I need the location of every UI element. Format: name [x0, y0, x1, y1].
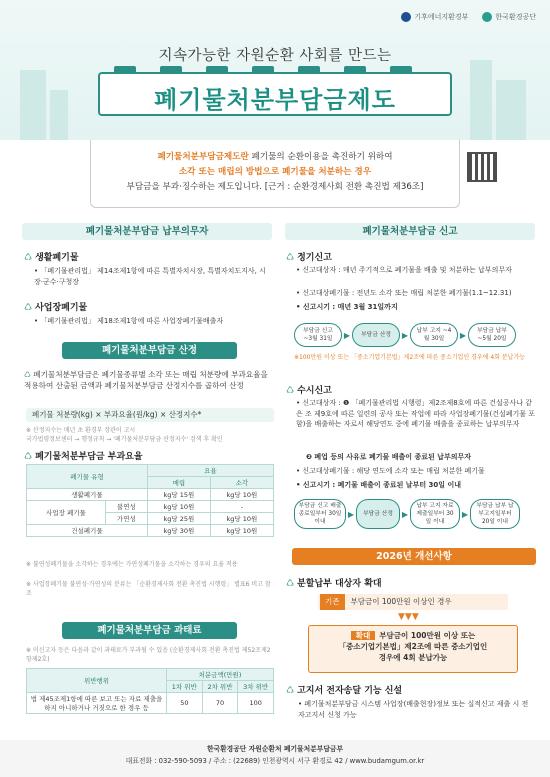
- calc-formula: 폐기물 처분량(kg) × 부과요율(원/kg) × 산정지수*: [26, 408, 274, 422]
- rate-note2: ※ 사업장폐기물 불연성·가연성의 분류는 「순환경제사회 전환 촉진법 시행령」 별표6 비고 참조: [26, 581, 271, 597]
- recycle-icon: ♺: [286, 253, 295, 263]
- fine-col-act: 위반행위: [27, 669, 167, 693]
- flow-step: 부담금 신고 ~3월 31일: [294, 323, 342, 347]
- flow-step: 납부 고지 ~4월 30일: [410, 323, 458, 347]
- flow-step: 부담금 신고 배출종료일부터 30일 이내: [294, 499, 346, 529]
- table-row: 가연성 kg당 25원 kg당 10원: [27, 513, 274, 525]
- regular-b3: • 신고시기 : 매년 3월 31일까지: [296, 303, 398, 311]
- arrow-right-icon: ▶: [343, 330, 351, 340]
- title-box: [98, 72, 452, 116]
- intro-box: [90, 140, 460, 208]
- recycle-icon: ♺: [24, 370, 34, 379]
- adhoc-b1: • 신고대상자 : ❶ 「폐기물관리법 시행령」제2조제8호에 따른 건설공사나 같은 조 제9호에 따른 일련의 공사 또는 작업에 따라 사업장폐기물(건설폐기물 포함)을 배출하는 자로서 해당연도 중에 폐기물 배출을 종료하는 납부의무자: [296, 399, 536, 428]
- intro-line2: 소각 또는 매립의 방법으로 폐기물을 처분하는 경우: [178, 167, 372, 177]
- recycle-icon: ♺: [24, 452, 33, 462]
- arrow-right-icon: ▶: [461, 509, 469, 519]
- rate-title: ♺ 폐기물처분부담금 부과요율: [24, 452, 143, 462]
- flow-step: 부담금 산정: [356, 499, 400, 529]
- after-text1: 부담금이 100만원 이상 또는: [379, 631, 476, 640]
- household-text: • 「폐기물관리법」 제14조제1항에 따른 특별자치시장, 특별자치도지사, 시장·군수·구청장: [34, 267, 266, 286]
- after-tag: 확대: [351, 631, 376, 640]
- after-text3: 경우에 4회 분납가능: [378, 653, 448, 662]
- after-text2: 「중소기업기본법」제2조에 따른 중소기업인: [338, 642, 488, 651]
- intro-line1: 폐기물의 순환이용을 촉진하기 위하여: [248, 152, 393, 162]
- adhoc-flow: [294, 499, 520, 529]
- fine-col-amount: 처분금액(만원): [167, 669, 274, 681]
- regular-flow: [294, 323, 516, 347]
- regular-b2: • 신고대상폐기물 : 전년도 소각 또는 매립 처분한 폐기물(1.1~12.31): [296, 289, 512, 297]
- flow-step: 부담금 산정: [352, 323, 400, 347]
- flow-step: 납부 고지 자료 제출일부터 30일 이내: [410, 499, 460, 529]
- chevron-down-icon: ▼▼▼: [398, 612, 419, 622]
- adhoc-title: ♺ 수시신고: [286, 386, 332, 396]
- recycle-icon: ♺: [286, 386, 295, 396]
- keco-name: 한국환경공단: [495, 13, 536, 21]
- before-text: 부담금이 100만원 이상인 경우: [350, 597, 452, 606]
- arrow-right-icon: ▶: [459, 330, 467, 340]
- ministry-emblem-icon: [401, 12, 411, 22]
- table-row: 법 제45조제1항에 따른 보고 또는 자료 제출을 하지 아니하거나 거짓으로 한 경우 등 50 70 100: [27, 693, 274, 714]
- flow-step: 부담금 납부 ~5월 20일: [468, 323, 516, 347]
- payer-header: 폐기물처분부담금 납부의무자: [22, 223, 272, 240]
- rate-table: [26, 464, 274, 537]
- recycle-icon: ♺: [286, 579, 295, 589]
- ministry-name: 기후에너지환경부: [414, 13, 469, 21]
- arrow-right-icon: ▶: [401, 330, 409, 340]
- fine-table: 위반행위 처분금액(만원) 1차 위반 2차 위반 3차 위반 법 제45조제1항에 따른 보고 또는 자료 제출을 하지 아니하거나 거짓으로 한 경우 등 50 70 100: [26, 668, 274, 714]
- arrow-right-icon: ▶: [347, 509, 355, 519]
- improve-header: 2026년 개선사항: [292, 548, 536, 565]
- adhoc-b2: ❷ 폐업 등의 사유로 폐기물 배출이 종료된 납부의무자: [306, 453, 471, 461]
- footer-contact: 대표전화 : 032-590-5093 / 주소 : (22689) 인천광역시 서구 환경로 42 / www.budamgum.or.kr: [125, 757, 425, 765]
- before-tag: 기존: [320, 594, 345, 610]
- household-title: ♺ 생활폐기물: [24, 253, 79, 263]
- arrow-right-icon: ▶: [401, 509, 409, 519]
- adhoc-b3: • 신고대상폐기물 : 해당 연도에 소각 또는 매립 처분한 폐기물: [296, 467, 485, 475]
- business-text: • 「폐기물관리법」 제18조제1항에 따른 사업장폐기물배출자: [34, 317, 224, 325]
- calc-header: 폐기물처분부담금 산정: [62, 342, 237, 359]
- intro-term: 폐기물처분부담금제도란: [157, 152, 249, 162]
- table-row: 생활폐기물 kg당 15원 kg당 10원: [27, 489, 274, 501]
- recycle-icon: ♺: [24, 303, 33, 313]
- calc-text: ♺ 폐기물처분부담금은 폐기물종류별 소각 또는 매립 처분량에 부과요율을 적용하여 산출된 금액과 폐기물처분부담금 산정지수를 곱하여 산정: [24, 370, 268, 390]
- report-header: 폐기물처분부담금 신고: [285, 223, 535, 240]
- after-box: [308, 625, 518, 673]
- online-title: ♺ 고지서 전자송달 기능 신설: [286, 686, 403, 696]
- flow-step: 부담금 납부 납부고지일부터 20일 이내: [470, 499, 520, 529]
- ministry-logo: [401, 12, 468, 22]
- regular-title: ♺ 정기신고: [286, 253, 332, 263]
- business-title: ♺ 사업장폐기물: [24, 303, 88, 313]
- rate-col-incin: 소각: [210, 477, 273, 489]
- adhoc-b4: • 신고시기 : 폐기물 배출이 종료된 날부터 30일 이내: [296, 481, 461, 489]
- fine-note: ※ 미신고자 등은 다음과 같이 과태료가 부과될 수 있음 (순환경제사회 전환 촉진법 제52조제2항제2호): [26, 647, 271, 663]
- page-title: 폐기물처분부담금제도: [154, 86, 396, 114]
- hero-banner: [0, 0, 550, 140]
- intro-line3: 부담금을 부과·징수하는 제도입니다. [근거 : 순환경제사회 전환 촉진법 제36조]: [126, 182, 424, 192]
- keco-logo: [482, 12, 536, 22]
- table-row: 건설폐기물 kg당 30원 kg당 10원: [27, 525, 274, 537]
- recycle-icon: ♺: [24, 253, 33, 263]
- hero-subtitle: 지속가능한 자원순환 사회를 만드는: [158, 48, 392, 64]
- rate-col-landfill: 매립: [147, 477, 210, 489]
- footer-org: 한국환경공단 자원순환처 폐기물처분부담금부: [206, 745, 344, 753]
- regular-b1: • 신고대상자 : 매년 주기적으로 폐기물을 배출 및 처분하는 납부의무자: [296, 266, 512, 274]
- footer: [0, 740, 550, 777]
- formula-note: ※ 산정지수는 매년 초 환경부 장관이 고시 국가법령정보센터 → 행정규칙 → '폐기물처분부담금 산정지수' 검색 후 확인: [26, 427, 223, 443]
- online-text: • 폐기물처분부담금 시스템 사업장(배출현장)정보 또는 실적신고 제출 시 전자고지서 신청 가능: [298, 700, 529, 719]
- before-box: [318, 594, 508, 610]
- installment-title: ♺ 분할납부 대상자 확대: [286, 579, 382, 589]
- regular-note: ※100만원 이상 또는 「중소기업기본법」제2조에 따른 중소기업인 경우에 4회 분납가능: [294, 354, 526, 361]
- fine-header: 폐기물처분부담금 과태료: [62, 622, 237, 639]
- table-row: 사업장 폐기물 불연성 kg당 10원 -: [27, 501, 274, 513]
- rate-note1: ※ 불연성폐기물을 소각하는 경우에는 가연성폐기물을 소각하는 경우의 요율 적용: [26, 561, 238, 568]
- rate-col-rate: 요율: [147, 465, 273, 477]
- rate-col-type: 폐기물 유형: [27, 465, 148, 489]
- qr-code-icon[interactable]: [467, 152, 497, 182]
- keco-emblem-icon: [482, 12, 492, 22]
- recycle-icon: ♺: [286, 686, 295, 696]
